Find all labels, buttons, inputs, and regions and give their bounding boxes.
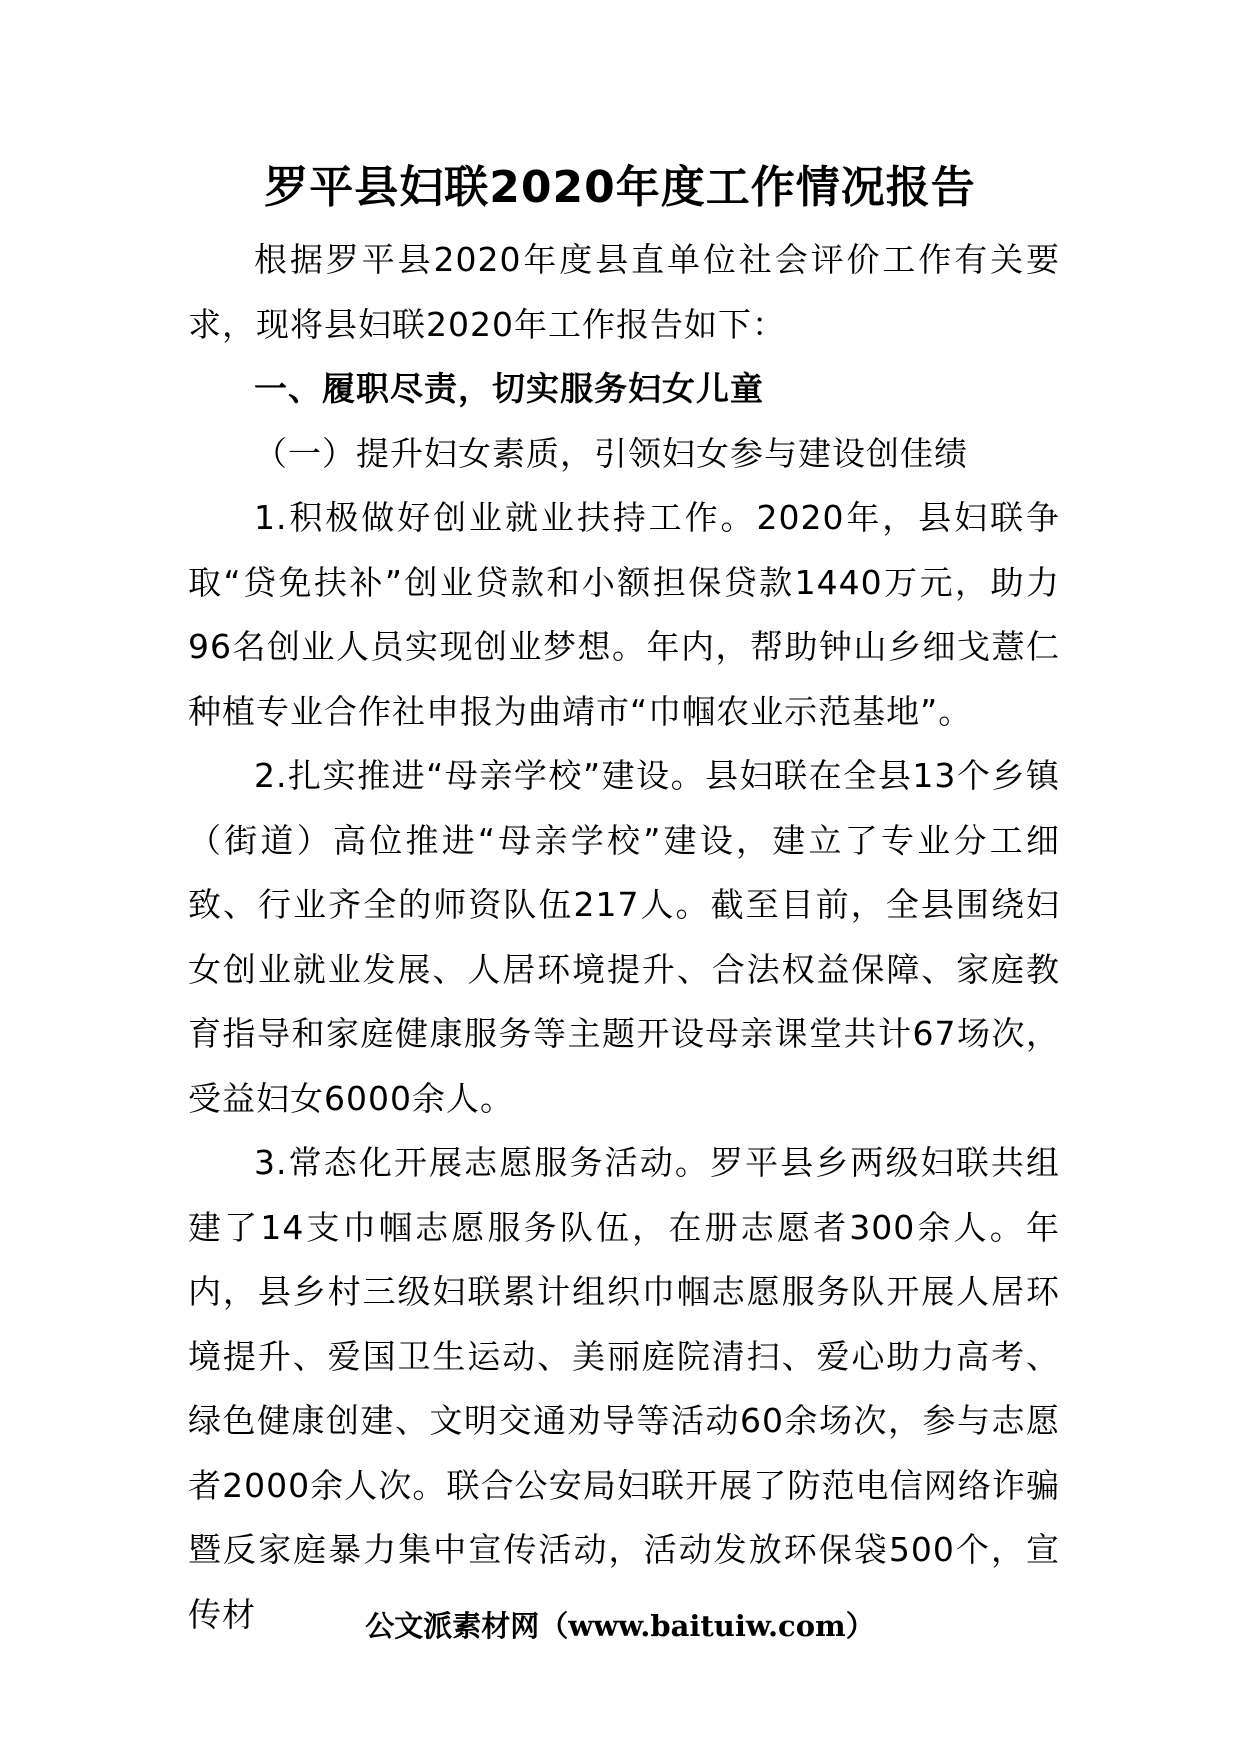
paragraph-item-3: 3.常态化开展志愿服务活动。罗平县乡两级妇联共组建了14支巾帼志愿服务队伍，在册志愿者300余人。年内，县乡村三级妇联累计组织巾帼志愿服务队开展人居环境提升、爱国卫生运动、美丽庭院清扫、爱心助力高考、绿色健康创建、文明交通劝导等活动60余场次，参与志愿者2000余人次。联合公安局妇联开展了防范电信网络诈骗暨反家庭暴力集中宣传活动，活动发放环保袋500个，宣传材 xyxy=(188,1143,1060,1634)
document-body xyxy=(188,228,1060,1647)
paragraph-item-1: 1.积极做好创业就业扶持工作。2020年，县妇联争取“贷免扶补”创业贷款和小额担保贷款1440万元，助力96名创业人员实现创业梦想。年内，帮助钟山乡细戈薏仁种植专业合作社申报为曲靖市“巾帼农业示范基地”。 xyxy=(188,498,1060,731)
subsection-heading: （一）提升妇女素质，引领妇女参与建设创佳绩 xyxy=(254,433,968,473)
document-title: 罗平县妇联2020年度工作情况报告 xyxy=(264,162,976,213)
intro-paragraph: 根据罗平县2020年度县直单位社会评价工作有关要求，现将县妇联2020年工作报告如下： xyxy=(188,240,1060,344)
paragraph-item-2: 2.扎实推进“母亲学校”建设。县妇联在全县13个乡镇（街道）高位推进“母亲学校”建设，建立了专业分工细致、行业齐全的师资队伍217人。截至目前，全县围绕妇女创业就业发展、人居环境提升、合法权益保障、家庭教育指导和家庭健康服务等主题开设母亲课堂共计67场次，受益妇女6000余人。 xyxy=(188,756,1060,1118)
section-heading: 一、履职尽责，切实服务妇女儿童 xyxy=(254,369,764,408)
footer-watermark: 公文派素材网（www.baituiw.com） xyxy=(365,1609,875,1643)
